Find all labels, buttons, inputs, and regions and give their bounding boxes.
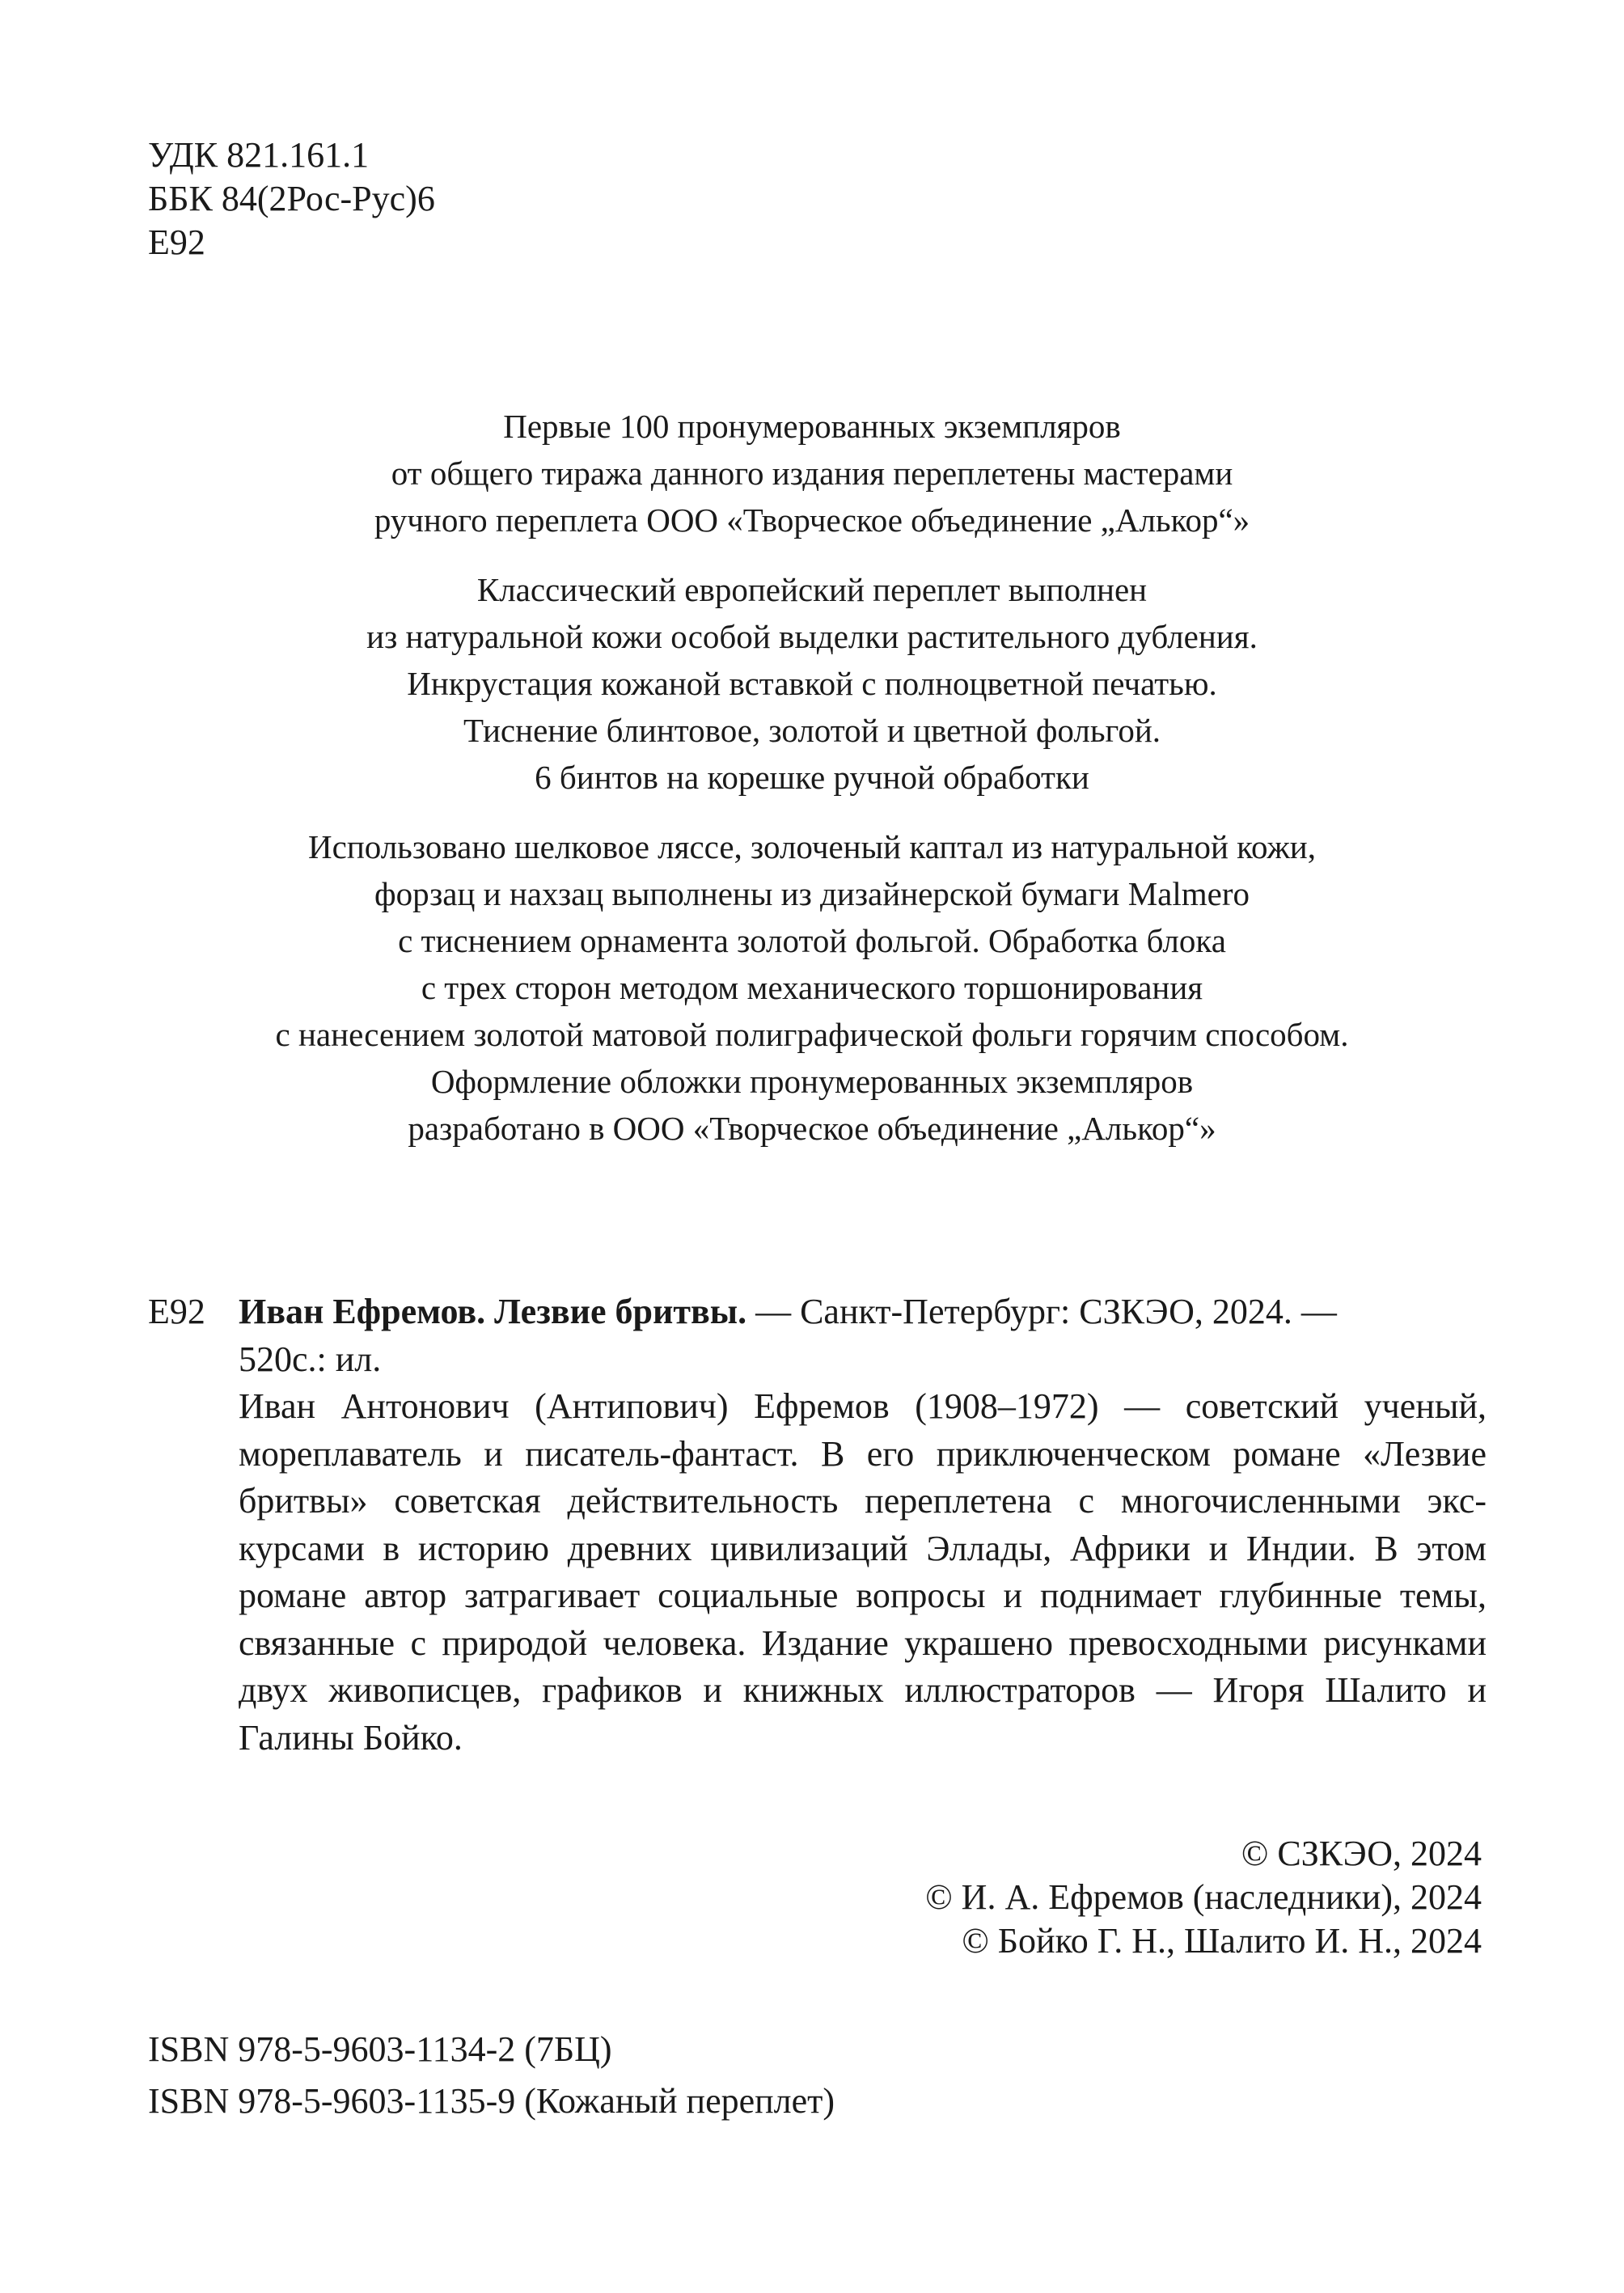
classification-block	[148, 133, 435, 264]
edition-line: из натуральной кожи особой выделки растительного дубления.	[366, 618, 1258, 655]
annotation-line: мореплаватель и писатель-фантаст. В его приключенческом романе «Лезвие	[239, 1433, 1487, 1474]
annotation-line: Иван Антонович (Антипович) Ефремов (1908–1972) — советский ученый,	[239, 1386, 1487, 1426]
biblio-code: Е92	[148, 1292, 205, 1331]
edition-line: Классический европейский переплет выполнен	[476, 571, 1148, 608]
copyright-line: © СЗКЭО, 2024	[1241, 1834, 1482, 1873]
annotation-line: Галины Бойко.	[239, 1717, 463, 1758]
biblio-body	[239, 1288, 1487, 1762]
bbk-code: ББК 84(2Рос-Рус)6	[148, 179, 435, 218]
edition-line: с тиснением орнамента золотой фольгой. Обработка блока	[398, 922, 1226, 959]
edition-line: форзац и нахзац выполнены из дизайнерской бумаги Malmero	[374, 875, 1250, 912]
edition-line: 6 бинтов на корешке ручной обработки	[535, 759, 1089, 796]
edition-line: с нанесением золотой матовой полиграфической фольги горячим способом.	[275, 1016, 1349, 1053]
annotation-line: романе автор затрагивает социальные вопросы и поднимает глубинные темы,	[239, 1576, 1487, 1615]
annotation-line: курсами в историю древних цивилизаций Эллады, Африки и Индии. В этом	[239, 1528, 1487, 1568]
imprint-info: — Санкт-Петербург: СЗКЭО, 2024. —	[746, 1292, 1337, 1331]
edition-line: Использовано шелковое ляссе, золоченый каптал из натуральной кожи,	[308, 828, 1316, 865]
book-title: Иван Ефремов. Лезвие бритвы.	[239, 1292, 747, 1331]
annotation-line: бритвы» советская действительность переплетена с многочисленными экс-	[239, 1481, 1487, 1521]
isbn-block	[148, 2024, 835, 2127]
bibliographic-record	[148, 1288, 1487, 1762]
copyright-line: © И. А. Ефремов (наследники), 2024	[925, 1877, 1482, 1917]
copyright-line: © Бойко Г. Н., Шалито И. Н., 2024	[962, 1921, 1482, 1961]
isbn-line: ISBN 978-5-9603-1134-2 (7БЦ)	[148, 2029, 612, 2069]
udk-code: УДК 821.161.1	[148, 135, 370, 175]
edition-notes	[129, 403, 1495, 1174]
annotation-line: связанные с природой человека. Издание украшено превосходными рисунками	[239, 1622, 1487, 1663]
edition-line: с трех сторон методом механического торшонирования	[421, 969, 1203, 1006]
edition-line: Инкрустация кожаной вставкой с полноцветной печатью.	[407, 665, 1217, 702]
author-mark: Е92	[148, 222, 205, 262]
edition-line: от общего тиража данного издания переплетены мастерами	[391, 455, 1233, 492]
copyright-block	[925, 1832, 1482, 1963]
edition-line: Тиснение блинтовое, золотой и цветной фольгой.	[463, 712, 1161, 749]
isbn-line: ISBN 978-5-9603-1135-9 (Кожаный переплет)	[148, 2081, 835, 2121]
biblio-heading	[239, 1288, 1487, 1336]
edition-line: разработано в ООО «Творческое объединение „Алькор“»	[408, 1110, 1216, 1147]
edition-paragraph-1	[129, 403, 1495, 544]
edition-paragraph-2	[129, 566, 1495, 801]
extent-info: 520с.: ил.	[239, 1339, 382, 1379]
edition-paragraph-3	[129, 823, 1495, 1152]
annotation-line: двух живописцев, графиков и книжных иллюстраторов — Игоря Шалито и	[239, 1670, 1487, 1710]
edition-line: Первые 100 пронумерованных экземпляров	[503, 408, 1121, 445]
edition-line: ручного переплета ООО «Творческое объединение „Алькор“»	[374, 501, 1250, 539]
edition-line: Оформление обложки пронумерованных экземпляров	[430, 1063, 1194, 1100]
